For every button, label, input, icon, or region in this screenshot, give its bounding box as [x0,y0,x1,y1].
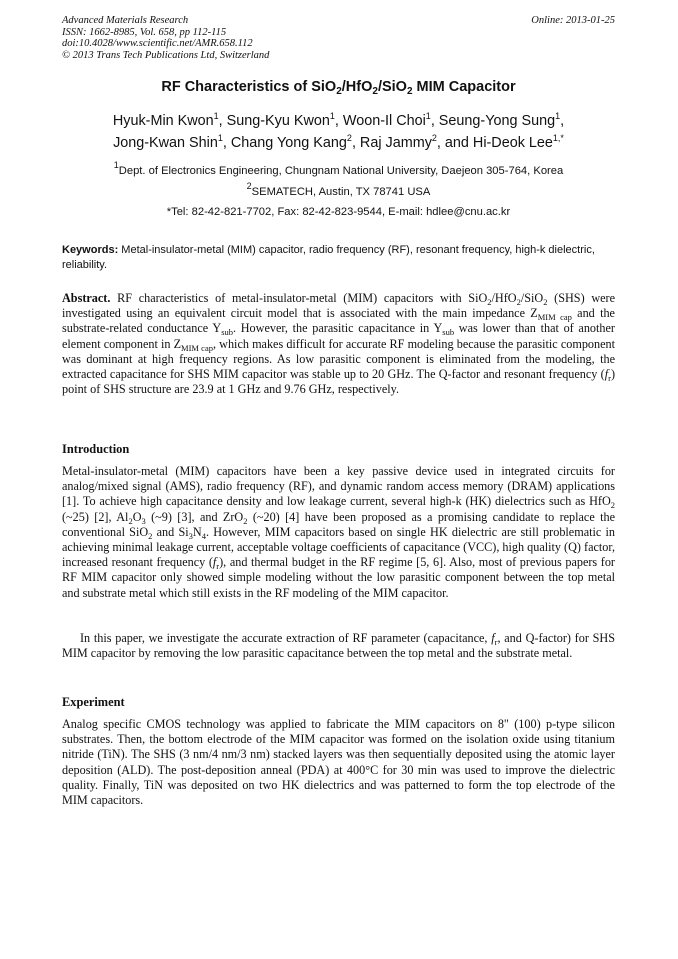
copyright-line: © 2013 Trans Tech Publications Ltd, Switzerland [62,49,270,61]
keywords-label: Keywords: [62,244,119,256]
intro-paragraph-1: Metal-insulator-metal (MIM) capacitors have been a key passive device used in integrated circuits for analog/mixed signal (AMS), radio frequency (RF), and dynamic random access memory (DRAM) applications [1]. To achieve high capacitance density and low leakage current, several high-k (HK) dielectrics such as HfO$_2$ (~25) [2], $Al_2O_3$ (~9) [3], and ZrO$_2$ (~20) [4] have been proposed as a promising candidate to replace the conventional SiO$_2$ and $Si_3N_4$. However, MIM capacitors based on single HK dielectric are still problematic in achieving minimal leakage current, acceptable voltage coefficients of capacitance (VCC), high quality (Q) factor, increased resonant frequency $(f_r)$, and thermal budget in the RF regime [5, 6]. Also, most of previous papers for RF MIM capacitor only showed simple modeling without the low parasitic component between the top metal and substrate metal which still exists in the RF modeling of the MIM capacitor. [62,464,616,600]
paper-title: RF Characteristics of SiO$_2$/HfO$_2$/SiO$_2$ MIM Capacitor [161,79,516,97]
journal-header [62,15,615,61]
online-date: Online: 2013-01-25 [531,15,615,26]
abstract-label: Abstract. [62,291,111,305]
author-list: Hyuk-Min Kwon$^1$, Sung-Kyu Kwon$^1$, Woon-Il Choi$^1$, Seung-Yong Sung$^1$, Jong-Kwan Shin$^1$, Chang Yong Kang$^2$, Raj Jammy$^2$, and Hi-Deok Lee$^{1,*}$ [112,111,565,151]
doi-line: doi:10.4028/www.scientific.net/AMR.658.112 [62,38,253,50]
issn-line: ISSN: 1662-8985, Vol. 658, pp 112-115 [62,26,227,38]
affiliation-2: $^2$SEMATECH, Austin, TX 78741 USA [246,180,431,198]
contact-info: *Tel: 82-42-821-7702, Fax: 82-42-823-9544, E-mail: hdlee@cnu.ac.kr [166,206,511,218]
experiment-paragraph-1: Analog specific CMOS technology was applied to fabricate the MIM capacitors on 8" (100) p-type silicon substrates. Then, the bottom electrode of the MIM capacitor was formed on the isolation oxide using titanium nitride (TiN). The SHS (3 nm/4 nm/3 nm) stacked layers was then sequentially deposited using the atomic layer deposition (ALD). The post-deposition anneal (PDA) at 400°C for 30 min was used to improve the dielectric quality. Finally, TiN was deposited on two HK dielectrics and was patterned to form the top electrode of the MIM capacitors. [62,717,615,808]
intro-paragraph-2: In this paper, we investigate the accurate extraction of RF parameter (capacitance, $f_r$, and Q-factor) for SHS MIM capacitor by removing the low parasitic capacitance between the top metal and the substrate metal. [62,631,615,661]
affiliations [62,161,615,223]
affiliation-1: $^1$Dept. of Electronics Engineering, Chungnam National University, Daejeon 305-764, Korea [113,160,564,177]
heading-experiment: Experiment [62,695,125,709]
abstract: Abstract. RF characteristics of metal-insulator-metal (MIM) capacitors with SiO$_2$/HfO$_2$/SiO$_2$ (SHS) were investigated using an equivalent circuit model that is associated with the main impedance $Z_{MIM cap}$ and the substrate-related conductance $Y_{sub}$. However, the parasitic capacitance in $Y_{sub}$ was lower than that of another element component in $Z_{MIM cap}$, which makes difficult for accurate RF modeling because the parasitic component was dominant at high frequency regions. As low parasitic component is eliminated from the modeling, the extracted capacitance for SHS MIM capacitor was stable up to 20 GHz. The Q-factor and resonant frequency $(f_r)$ point of SHS structure are 23.9 at 1 GHz and 9.76 GHz, respectively. [62,291,615,397]
heading-introduction: Introduction [62,442,130,456]
keywords: Keywords: Metal-insulator-metal (MIM) capacitor, radio frequency (RF), resonant frequency, high-k dielectric, reliability. [62,244,595,271]
journal-name: Advanced Materials Research [62,15,189,26]
